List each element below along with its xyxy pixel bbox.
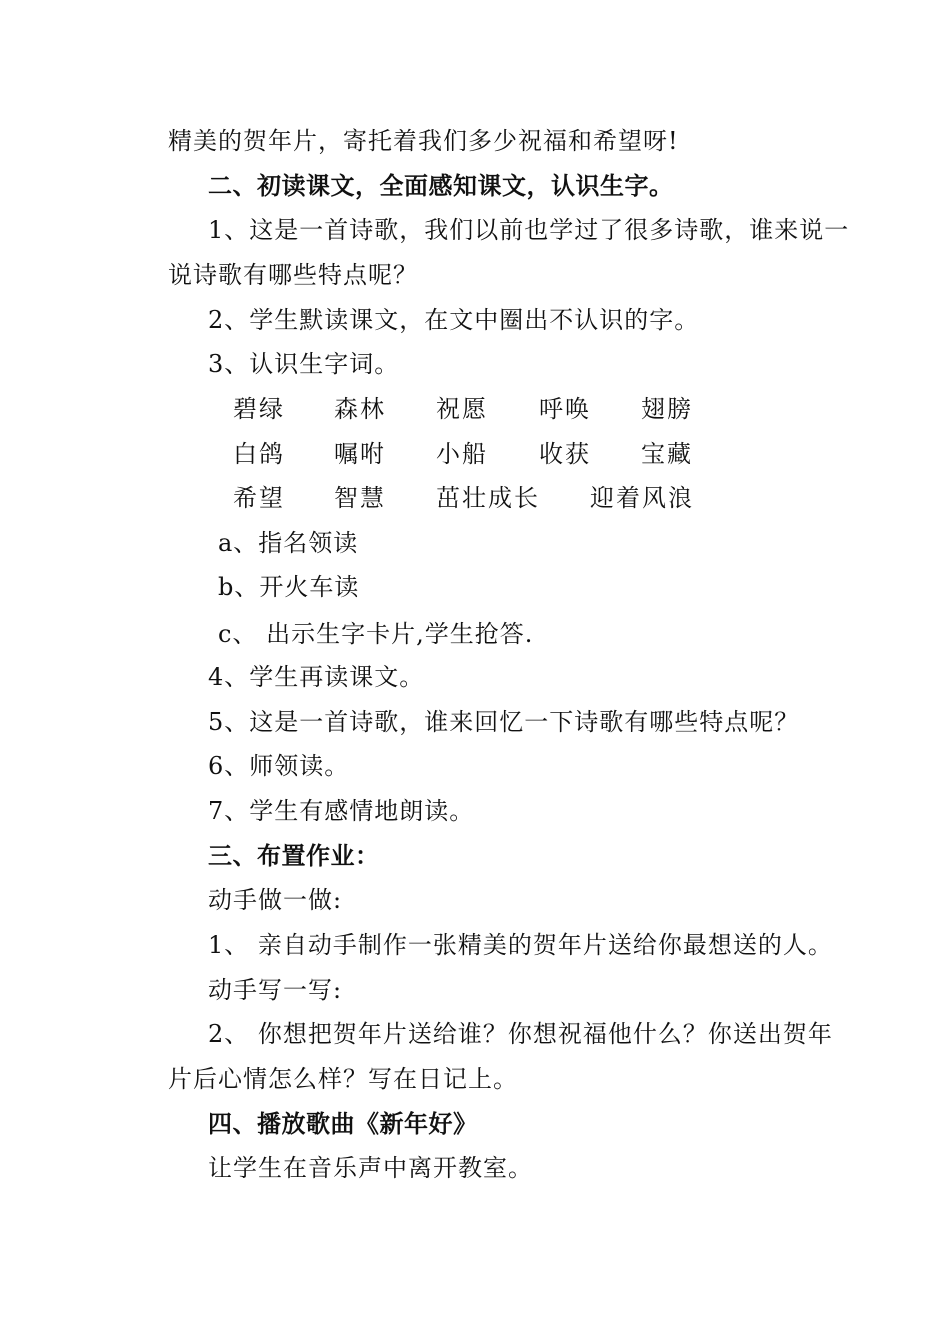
step-6: 6、师领读。 bbox=[208, 752, 350, 780]
vocab-word: 宝藏 bbox=[641, 440, 693, 468]
step-4: 4、学生再读课文。 bbox=[208, 663, 425, 691]
step-1-line-b: 说诗歌有哪些特点呢？ bbox=[168, 261, 418, 289]
vocab-word: 祝愿 bbox=[436, 395, 488, 423]
vocab-word: 希望 bbox=[233, 484, 285, 512]
vocab-word: 碧绿 bbox=[233, 395, 285, 423]
homework-2-title: 动手写一写: bbox=[208, 976, 343, 1004]
vocab-word: 翅膀 bbox=[641, 395, 693, 423]
vocab-word: 白鸽 bbox=[233, 440, 285, 468]
section-heading-3: 三、布置作业： bbox=[208, 842, 380, 870]
text-line-blessing: 精美的贺年片，寄托着我们多少祝福和希望呀! bbox=[168, 127, 679, 155]
substep-b: b、开火车读 bbox=[218, 573, 360, 601]
step-3: 3、认识生字词。 bbox=[208, 350, 400, 378]
substep-a: a、指名领读 bbox=[218, 529, 359, 557]
vocab-word: 茁壮成长 bbox=[436, 484, 540, 512]
vocab-word: 呼唤 bbox=[539, 395, 591, 423]
vocab-word: 智慧 bbox=[334, 484, 386, 512]
step-1-line-a: 1、这是一首诗歌，我们以前也学过了很多诗歌，谁来说一 bbox=[208, 216, 850, 244]
vocab-word: 迎着风浪 bbox=[590, 484, 694, 512]
substep-c: c、 出示生字卡片,学生抢答. bbox=[218, 620, 534, 648]
homework-1: 1、 亲自动手制作一张精美的贺年片送给你最想送的人。 bbox=[208, 931, 833, 959]
step-7: 7、学生有感情地朗读。 bbox=[208, 797, 475, 825]
step-5: 5、这是一首诗歌，谁来回忆一下诗歌有哪些特点呢？ bbox=[208, 708, 800, 736]
section-heading-4: 四、播放歌曲《新年好》 bbox=[208, 1110, 478, 1138]
homework-2-line-a: 2、 你想把贺年片送给谁？你想祝福他什么？你送出贺年 bbox=[208, 1020, 833, 1048]
step-2: 2、学生默读课文，在文中圈出不认识的字。 bbox=[208, 306, 700, 334]
homework-2-line-b: 片后心情怎么样？写在日记上。 bbox=[168, 1065, 518, 1093]
section-heading-2: 二、初读课文，全面感知课文，认识生字。 bbox=[208, 172, 674, 200]
vocab-word: 小船 bbox=[436, 440, 488, 468]
homework-1-title: 动手做一做: bbox=[208, 886, 343, 914]
vocab-word: 森林 bbox=[334, 395, 386, 423]
closing-line: 让学生在音乐声中离开教室。 bbox=[208, 1154, 533, 1182]
vocab-word: 嘱咐 bbox=[334, 440, 386, 468]
vocab-word: 收获 bbox=[539, 440, 591, 468]
